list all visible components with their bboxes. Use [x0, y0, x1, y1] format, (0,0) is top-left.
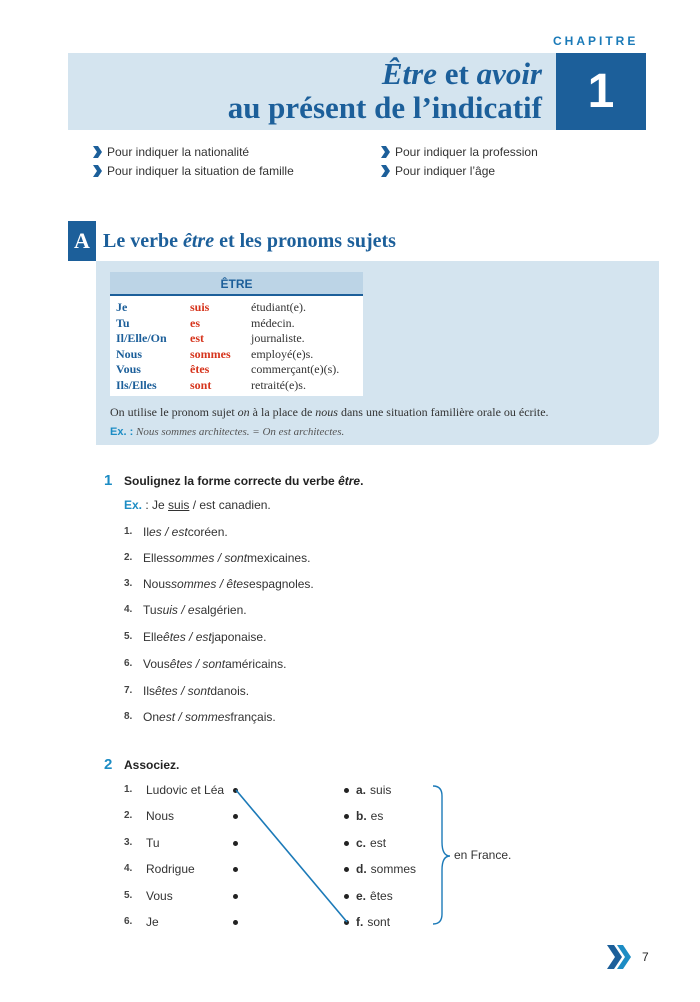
- match-right-item: e. êtes: [356, 889, 393, 903]
- match-left-item: 6. Je: [124, 915, 159, 929]
- page-number: 7: [642, 950, 649, 964]
- match-dot[interactable]: [233, 788, 238, 793]
- answer-choice[interactable]: suis / es: [156, 603, 201, 617]
- exercise-item: 1. Il es / est coréen.: [124, 525, 228, 539]
- curly-brace: [433, 786, 450, 924]
- chapter-label: CHAPITRE: [553, 34, 639, 48]
- exercise-example: Ex. : Je suis / est canadien.: [124, 498, 271, 512]
- answer-choice[interactable]: êtes / est: [163, 630, 212, 644]
- conjugation-row: Ils/Elles sont retraité(e)s.: [116, 377, 306, 392]
- conjugation-row: Je suis étudiant(e).: [116, 300, 306, 314]
- answer-choice[interactable]: es / est: [149, 525, 188, 539]
- match-left-item: 3. Tu: [124, 836, 160, 850]
- group-label: en France.: [454, 848, 512, 862]
- match-right-item: d. sommes: [356, 862, 417, 876]
- match-right-item: f. sont: [356, 915, 391, 929]
- match-dot[interactable]: [233, 841, 238, 846]
- match-dot[interactable]: [344, 841, 349, 846]
- match-dot[interactable]: [233, 814, 238, 819]
- match-right-item: a. suis: [356, 783, 392, 797]
- conjugation-row: Tu es médecin.: [116, 315, 295, 330]
- exercise-item: 7. Ils êtes / sont danois.: [124, 684, 250, 698]
- exercise-item: 2. Elles sommes / sont mexicaines.: [124, 551, 311, 565]
- exercise-item: 4. Tu suis / es algérien.: [124, 603, 247, 617]
- match-dot[interactable]: [233, 894, 238, 899]
- note-example: Ex. : Nous sommes architectes. = On est architectes.: [110, 426, 345, 438]
- page-chevron-icon: [607, 945, 631, 969]
- exercise-item: 8. On est / sommes français.: [124, 710, 276, 724]
- match-dot[interactable]: [233, 920, 238, 925]
- match-left-item: 5. Vous: [124, 889, 173, 903]
- exercise-number: 1: [104, 472, 113, 489]
- chevron-right-icon: [92, 165, 102, 177]
- match-dot[interactable]: [344, 788, 349, 793]
- answer-choice[interactable]: êtes / sont: [155, 684, 211, 698]
- chapter-title-band: [68, 53, 556, 130]
- match-left-item: 1. Ludovic et Léa: [124, 783, 225, 797]
- answer-choice[interactable]: est / sommes: [159, 710, 231, 724]
- objective-item: Pour indiquer l’âge: [380, 164, 495, 178]
- exercise-instruction: Associez.: [124, 758, 180, 772]
- objective-item: Pour indiquer la profession: [380, 145, 538, 159]
- objective-item: Pour indiquer la nationalité: [92, 145, 249, 159]
- match-right-item: c. est: [356, 836, 387, 850]
- match-dot[interactable]: [344, 894, 349, 899]
- conjugation-row: Nous sommes employé(e)s.: [116, 346, 314, 361]
- match-dot[interactable]: [233, 867, 238, 872]
- answer-choice[interactable]: sommes / sont: [169, 551, 248, 565]
- chevron-right-icon: [92, 146, 102, 158]
- exercise-item: 5. Elle êtes / est japonaise.: [124, 630, 267, 644]
- conjugation-table: [110, 272, 363, 396]
- conjugation-heading: ÊTRE: [110, 272, 363, 296]
- exercise-item: 3. Nous sommes / êtes espagnoles.: [124, 577, 314, 591]
- usage-note: On utilise le pronom sujet on à la place de nous dans une situation familière orale ou écrite.: [110, 405, 549, 419]
- match-dot[interactable]: [344, 814, 349, 819]
- match-right-item: b. es: [356, 809, 384, 823]
- conjugation-row: Vous êtes commerçant(e)(s).: [116, 362, 340, 376]
- section-title: Le verbe être et les pronoms sujets: [103, 230, 396, 252]
- objective-item: Pour indiquer la situation de famille: [92, 164, 294, 178]
- conjugation-row: Il/Elle/On est journaliste.: [116, 331, 305, 345]
- chapter-title: Être et avoir au présent de l’indicatif: [227, 56, 542, 125]
- chevron-right-icon: [380, 165, 390, 177]
- answer-choice[interactable]: êtes / sont: [169, 657, 226, 671]
- match-dot[interactable]: [344, 867, 349, 872]
- match-left-item: 4. Rodrigue: [124, 862, 195, 876]
- exercise-number: 2: [104, 756, 113, 773]
- exercise-item: 6. Vous êtes / sont américains.: [124, 657, 287, 671]
- match-dot[interactable]: [344, 920, 349, 925]
- match-line: [236, 790, 347, 922]
- chevron-right-icon: [380, 146, 390, 158]
- section-letter: A: [68, 221, 96, 261]
- match-left-item: 2. Nous: [124, 809, 175, 823]
- exercise-instruction: Soulignez la forme correcte du verbe être.: [124, 474, 364, 488]
- answer-choice[interactable]: sommes / êtes: [171, 577, 250, 591]
- chapter-number: 1: [556, 53, 646, 130]
